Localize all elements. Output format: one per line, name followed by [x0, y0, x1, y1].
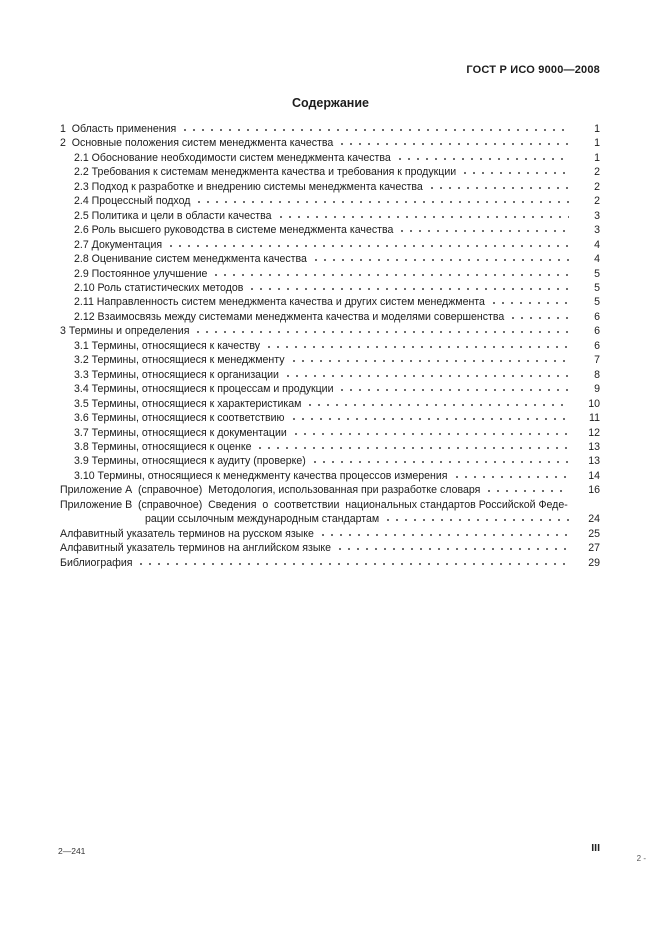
toc-entry-page: 4: [594, 238, 600, 251]
toc-entry-label: 2.7 Документация: [74, 238, 163, 251]
toc-entry-label: 1 Область применения: [60, 123, 177, 135]
toc-entry-label: 2.6 Роль высшего руководства в системе менеджмента качества: [74, 224, 394, 237]
toc-leader-dots: [167, 238, 569, 248]
toc-leader-dots: [194, 324, 569, 334]
toc-entry-label: 2.12 Взаимосвязь между системами менеджмента качества и моделями совершенства: [74, 310, 505, 323]
toc-entry-label: 2.9 Постоянное улучшение: [74, 267, 208, 280]
toc-leader-dots: [336, 541, 569, 551]
toc-entry-label: 3.9 Термины, относящиеся к аудиту (проверке): [74, 455, 306, 468]
toc-entry-page: 4: [594, 253, 600, 266]
toc-entry[interactable]: [60, 238, 600, 252]
toc-entry-label: 3.8 Термины, относящиеся к оценке: [74, 440, 252, 453]
toc-entry-label: 2.11 Направленность систем менеджмента качества и других систем менеджмента: [74, 296, 485, 309]
toc-entry-page: 29: [588, 556, 600, 569]
toc-entry[interactable]: [60, 483, 600, 497]
toc-entry-label: Алфавитный указатель терминов на русском языке: [60, 527, 314, 540]
toc-entry-page: 1: [594, 137, 600, 150]
corner-mark: 2 -: [636, 854, 646, 863]
toc-leader-dots: [398, 223, 569, 233]
toc-leader-dots: [428, 180, 569, 190]
toc-entry-page: 1: [594, 123, 600, 135]
toc-leader-dots: [277, 209, 569, 219]
toc-leader-dots: [256, 440, 569, 450]
toc-entry-page: 3: [594, 224, 600, 237]
toc-entry-label: 3.3 Термины, относящиеся к организации: [74, 368, 279, 381]
toc-entry-page: 25: [588, 527, 600, 540]
toc-entry-page: 11: [589, 412, 600, 425]
toc-entry[interactable]: [60, 527, 600, 541]
toc-entry-label: Приложение В (справочное) Сведения о соответствии национальных стандартов Российской Феде-: [60, 498, 568, 511]
toc-entry[interactable]: [60, 454, 600, 468]
toc-entry-page: 13: [588, 440, 600, 453]
toc-entry-label: 2.5 Политика и цели в области качества: [74, 209, 272, 222]
toc-entry-label: 2.1 Обоснование необходимости систем менеджмента качества: [74, 151, 391, 164]
toc-entry-label: 2.8 Оценивание систем менеджмента качества: [74, 253, 307, 266]
toc-entry-page: 6: [594, 339, 600, 352]
toc-entry-label: Приложение А (справочное) Методология, использованная при разработке словаря: [60, 484, 481, 497]
toc-leader-dots: [292, 426, 569, 436]
toc-entry[interactable]: [60, 339, 600, 353]
toc-entry[interactable]: [60, 512, 600, 526]
toc-entry[interactable]: [60, 281, 600, 295]
toc-entry[interactable]: [60, 223, 600, 237]
toc-entry[interactable]: [60, 180, 600, 194]
toc-entry[interactable]: [60, 324, 600, 338]
toc-entry[interactable]: [60, 151, 600, 165]
toc-entry-page: 9: [594, 383, 600, 396]
toc-entry[interactable]: [60, 194, 600, 208]
toc-entry[interactable]: [60, 295, 600, 309]
toc-entry-page: 1: [594, 151, 600, 164]
toc-entry-page: 6: [594, 325, 600, 338]
toc-leader-dots: [396, 151, 569, 161]
toc-entry-page: 27: [588, 542, 600, 555]
toc-entry-page: 10: [588, 397, 600, 410]
page-title: Содержание: [291, 96, 369, 110]
toc-entry-page: 2: [594, 166, 600, 179]
toc-entry-label: 3.6 Термины, относящиеся к соответствию: [74, 412, 285, 425]
toc-leader-dots: [461, 165, 569, 175]
toc-entry-page: 2: [594, 195, 600, 208]
toc-entry[interactable]: [60, 209, 600, 223]
toc-leader-dots: [137, 556, 569, 566]
toc-entry[interactable]: [60, 122, 600, 136]
toc-leader-dots: [265, 339, 569, 349]
toc-entry-label: 2.2 Требования к системам менеджмента качества и требования к продукции: [74, 166, 457, 179]
toc-entry-label: 3.5 Термины, относящиеся к характеристикам: [74, 397, 302, 410]
toc-entry-label: 3.10 Термины, относящиеся к менеджменту качества процессов измерения: [74, 469, 448, 482]
toc-entry-label: 3 Термины и определения: [60, 325, 190, 338]
toc-leader-dots: [384, 512, 569, 522]
toc-leader-dots: [311, 454, 569, 464]
toc-entry[interactable]: [60, 267, 600, 281]
toc-leader-dots: [306, 397, 569, 407]
toc-entry-page: 16: [588, 484, 600, 497]
toc-leader-dots: [290, 411, 570, 421]
toc-entry-page: 5: [594, 267, 600, 280]
toc-entry[interactable]: [60, 426, 600, 440]
toc-entry[interactable]: [60, 469, 600, 483]
toc-entry-label: 2.4 Процессный подход: [74, 195, 191, 208]
doc-code-header: ГОСТ Р ИСО 9000—2008: [466, 64, 600, 76]
toc-entry-page: 2: [594, 180, 600, 193]
toc-leader-dots: [485, 483, 569, 493]
toc-entry[interactable]: [60, 252, 600, 266]
toc-leader-dots: [181, 122, 569, 132]
toc-entry-page: 13: [588, 455, 600, 468]
toc-entry-label: 3.2 Термины, относящиеся к менеджменту: [74, 354, 285, 367]
toc-entry-label: 2.3 Подход к разработке и внедрению системы менеджмента качества: [74, 180, 423, 193]
toc-entry[interactable]: [60, 397, 600, 411]
toc-entry[interactable]: [60, 541, 600, 555]
toc-list: [0, 122, 661, 570]
print-order-number: 2—241: [58, 846, 86, 856]
toc-entry-label: 2 Основные положения систем менеджмента качества: [60, 137, 334, 150]
toc-entry[interactable]: [60, 556, 600, 570]
toc-entry-page: 8: [594, 368, 600, 381]
toc-entry-label: Алфавитный указатель терминов на английском языке: [60, 542, 332, 555]
toc-leader-dots: [212, 267, 569, 277]
toc-leader-dots: [338, 136, 569, 146]
toc-entry[interactable]: [60, 353, 600, 367]
toc-entry-label: 2.10 Роль статистических методов: [74, 281, 244, 294]
toc-entry-label: рации ссылочным международным стандартам: [145, 513, 380, 526]
toc-leader-dots: [290, 353, 570, 363]
toc-entry[interactable]: [60, 165, 600, 179]
toc-leader-dots: [453, 469, 569, 479]
toc-leader-dots: [338, 382, 569, 392]
toc-entry-page: 3: [594, 209, 600, 222]
toc-entry[interactable]: [60, 136, 600, 150]
toc-entry-page: 12: [588, 426, 600, 439]
toc-leader-dots: [284, 368, 569, 378]
toc-entry[interactable]: [60, 411, 600, 425]
toc-leader-dots: [248, 281, 569, 291]
toc-entry-label: 3.7 Термины, относящиеся к документации: [74, 426, 287, 439]
toc-leader-dots: [509, 310, 569, 320]
toc-entry-label: Библиография: [60, 556, 133, 569]
toc-entry[interactable]: [60, 440, 600, 454]
toc-entry[interactable]: [60, 498, 600, 512]
toc-entry[interactable]: [60, 382, 600, 396]
toc-leader-dots: [195, 194, 569, 204]
page-number: III: [591, 842, 600, 854]
toc-entry-label: 3.1 Термины, относящиеся к качеству: [74, 339, 261, 352]
toc-entry-page: 5: [594, 296, 600, 309]
toc-entry-page: 6: [594, 310, 600, 323]
toc-leader-dots: [312, 252, 569, 262]
toc-entry-label: 3.4 Термины, относящиеся к процессам и продукции: [74, 383, 334, 396]
toc-leader-dots: [490, 295, 569, 305]
toc-entry[interactable]: [60, 368, 600, 382]
toc-entry-page: 5: [594, 281, 600, 294]
toc-entry-page: 7: [594, 354, 600, 367]
toc-leader-dots: [573, 498, 594, 508]
toc-entry[interactable]: [60, 310, 600, 324]
toc-entry-page: 24: [588, 513, 600, 526]
toc-leader-dots: [319, 527, 569, 537]
toc-entry-page: 14: [588, 469, 600, 482]
